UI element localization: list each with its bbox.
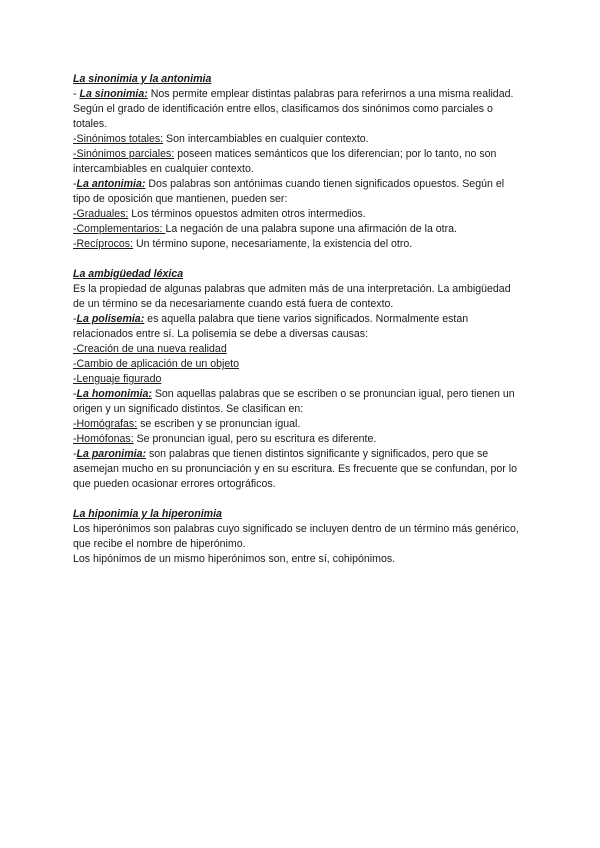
paragraph-reciprocos — [73, 237, 520, 252]
definition-text: Un término supone, necesariamente, la existencia del otro. — [133, 238, 413, 250]
causa-nueva-realidad: -Creación de una nueva realidad — [73, 343, 227, 355]
paragraph-complementarios — [73, 222, 520, 237]
section-hiponimia-hiperonimia — [73, 507, 520, 567]
term-complementarios: -Complementarios: — [73, 223, 166, 235]
definition-text: son palabras que tienen distintos significante y significados, pero que se asemejan mucho en su pronunciación y en su escritura. Es frecuente que se confundan, por lo que pueden ocasionar errores ortográficos. — [73, 448, 518, 490]
section-ambiguedad-lexica — [73, 267, 520, 492]
term-sinonimia: La sinonimia: — [79, 88, 148, 100]
prefix: - — [73, 88, 80, 100]
term-graduales: -Graduales: — [73, 208, 129, 220]
definition-text: Se pronuncian igual, pero su escritura es diferente. — [133, 433, 377, 445]
definition-text: La negación de una palabra supone una afirmación de la otra. — [165, 223, 457, 235]
paragraph-polisemia — [73, 312, 520, 342]
body-text: Los hiperónimos son palabras cuyo significado se incluyen dentro de un término más genérico, que recibe el nombre de hiperónimo. — [73, 523, 519, 550]
paragraph-graduales — [73, 207, 520, 222]
definition-text: Son aquellas palabras que se escriben o se pronuncian igual, pero tienen un origen y un significado distintos. Se clasifican en: — [73, 388, 515, 415]
definition-text: Dos palabras son antónimas cuando tienen significados opuestos. Según el tipo de oposición que mantienen, pueden ser: — [73, 178, 505, 205]
causa-lenguaje-figurado: -Lenguaje figurado — [73, 373, 162, 385]
definition-text: poseen matices semánticos que los diferencian; por lo tanto, no son intercambiables en cualquier contexto. — [73, 148, 497, 175]
list-item-causa — [73, 372, 520, 387]
term-homonimia: La homonimia: — [76, 388, 152, 400]
paragraph-sinonimos-parciales — [73, 147, 520, 177]
term-sinonimos-totales: -Sinónimos totales: — [73, 133, 164, 145]
paragraph-sinonimia — [73, 87, 520, 132]
section-heading: La ambigüedad léxica — [73, 268, 184, 280]
term-reciprocos: -Recíprocos: — [73, 238, 134, 250]
body-text: Los hipónimos de un mismo hiperónimos son, entre sí, cohipónimos. — [73, 553, 396, 565]
term-antonimia: La antonimia: — [76, 178, 146, 190]
paragraph-homonimia — [73, 387, 520, 417]
prefix: - — [73, 448, 77, 460]
term-polisemia: La polisemia: — [76, 313, 145, 325]
definition-text: se escriben y se pronuncian igual. — [137, 418, 301, 430]
definition-text: Nos permite emplear distintas palabras para referirnos a una misma realidad. Según el grado de identificación entre ellos, clasificamos dos sinónimos como parciales o totales. — [73, 88, 514, 130]
prefix: - — [73, 313, 77, 325]
body-text: Es la propiedad de algunas palabras que admiten más de una interpretación. La ambigüedad de un término se da necesariamente cuando está fuera de contexto. — [73, 283, 511, 310]
term-paronimia: La paronimia: — [76, 448, 146, 460]
paragraph-ambiguedad-intro — [73, 282, 520, 312]
definition-text: Los términos opuestos admiten otros intermedios. — [128, 208, 366, 220]
paragraph-hiperonimos — [73, 522, 520, 552]
list-item-causa — [73, 357, 520, 372]
paragraph-sinonimos-totales — [73, 132, 520, 147]
section-heading: La hiponimia y la hiperonimia — [73, 508, 222, 520]
section-heading: La sinonimia y la antonimia — [73, 73, 212, 85]
paragraph-hiponimos — [73, 552, 520, 567]
prefix: - — [73, 178, 77, 190]
list-item-causa — [73, 342, 520, 357]
causa-cambio-aplicacion: -Cambio de aplicación de un objeto — [73, 358, 240, 370]
term-homofonas: -Homófonas: — [73, 433, 134, 445]
paragraph-homofonas — [73, 432, 520, 447]
paragraph-antonimia — [73, 177, 520, 207]
definition-text: Son intercambiables en cualquier contexto. — [163, 133, 369, 145]
definition-text: es aquella palabra que tiene varios significados. Normalmente estan relacionados entre sí. La polisemia se debe a diversas causas: — [73, 313, 469, 340]
term-sinonimos-parciales: -Sinónimos parciales: — [73, 148, 175, 160]
prefix: - — [73, 388, 77, 400]
paragraph-paronimia — [73, 447, 520, 492]
section-sinonimia-antonimia — [73, 72, 520, 252]
paragraph-homografas — [73, 417, 520, 432]
term-homografas: -Homógrafas: — [73, 418, 138, 430]
